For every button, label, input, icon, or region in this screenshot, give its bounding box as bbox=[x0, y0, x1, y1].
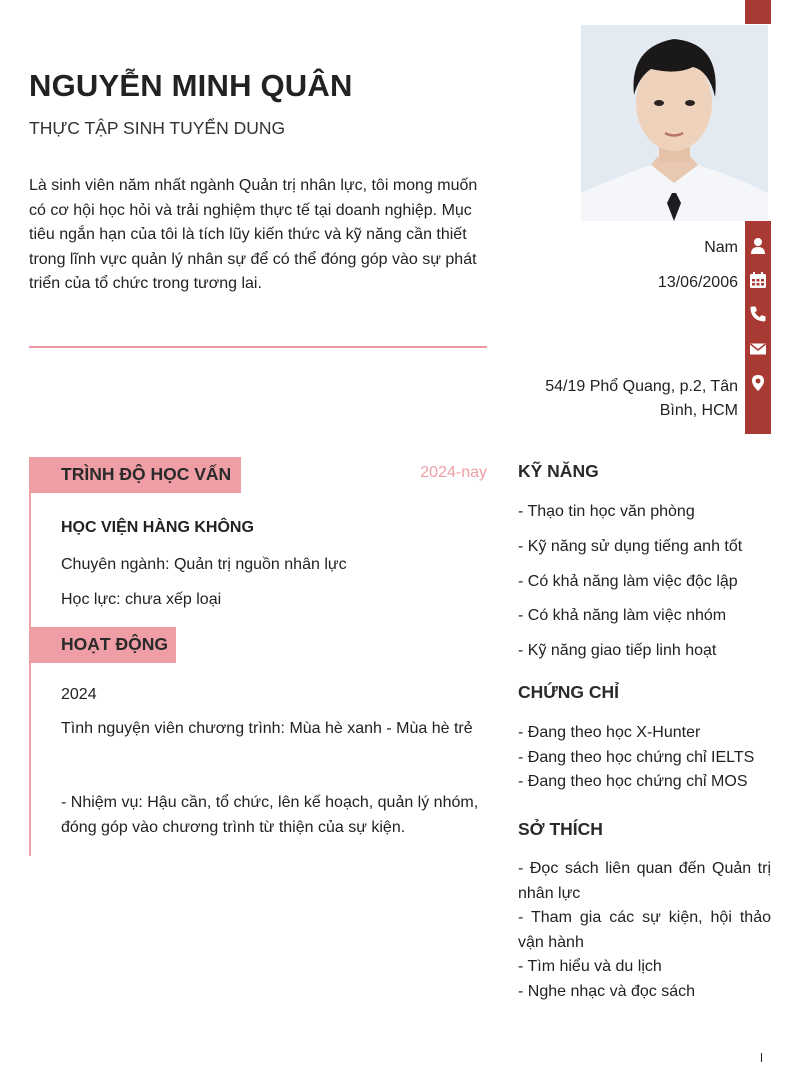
education-date: 2024-nay bbox=[420, 464, 487, 481]
birthday-value: 13/06/2006 bbox=[657, 274, 738, 291]
hobby-item: - Tham gia các sự kiện, hội thảo vận hành bbox=[518, 909, 771, 951]
certificate-item: - Đang theo học chứng chỉ IELTS bbox=[518, 749, 755, 766]
career-summary: Là sinh viên năm nhất ngành Quản trị nhân lực, tôi mong muốn có cơ hội học hỏi và trải nghiệm thực tế tại doanh nghiệp. Mục tiêu ngắn hạn của tôi là tích lũy kiến thức và kỹ năng cần thiết trong lĩnh vực quản lý nhân sự để có thể đóng góp vào sự phát triển của tổ chức trong tương lai. bbox=[29, 177, 478, 293]
skill-item: - Kỹ năng giao tiếp linh hoạt bbox=[518, 642, 717, 659]
person-icon bbox=[749, 237, 767, 255]
grade: Học lực: chưa xếp loại bbox=[61, 591, 222, 608]
certificate-item: - Đang theo học chứng chỉ MOS bbox=[518, 773, 748, 790]
skill-item: - Thạo tin học văn phòng bbox=[518, 503, 695, 520]
gender-value: Nam bbox=[704, 239, 738, 256]
email-icon bbox=[749, 340, 767, 358]
activity-year: 2024 bbox=[61, 686, 97, 703]
profile-photo bbox=[581, 25, 768, 221]
hobby-item: - Đọc sách liên quan đến Quản trị nhân lực bbox=[518, 860, 771, 902]
hobby-item: - Tìm hiểu và du lịch bbox=[518, 958, 662, 976]
hobbies-list bbox=[518, 857, 771, 1005]
activity-duty: - Nhiệm vụ: Hậu cần, tổ chức, lên kế hoạch, quản lý nhóm, đóng góp vào chương trình từ thiện của sự kiện. bbox=[61, 794, 479, 836]
activity-role: Tình nguyện viên chương trình: Mùa hè xanh - Mùa hè trẻ bbox=[61, 720, 473, 737]
skill-item: - Kỹ năng sử dụng tiếng anh tốt bbox=[518, 538, 743, 555]
activities-section-header bbox=[29, 627, 176, 663]
skills-heading: KỸ NĂNG bbox=[518, 461, 599, 481]
page-mark bbox=[761, 1053, 762, 1062]
location-icon bbox=[749, 374, 767, 392]
activities-heading: HOẠT ĐỘNG bbox=[61, 634, 168, 654]
job-title: THỰC TẬP SINH TUYỂN DUNG bbox=[29, 118, 286, 138]
address-value: 54/19 Phổ Quang, p.2, Tân Bình, HCM bbox=[545, 378, 738, 419]
calendar-icon bbox=[749, 271, 767, 289]
phone-icon bbox=[749, 305, 767, 323]
skill-item: - Có khả năng làm việc nhóm bbox=[518, 607, 727, 624]
top-accent-bar bbox=[745, 0, 771, 24]
hobby-item: - Nghe nhạc và đọc sách bbox=[518, 982, 695, 1000]
skill-item: - Có khả năng làm việc độc lập bbox=[518, 573, 738, 590]
education-heading: TRÌNH ĐỘ HỌC VẤN bbox=[61, 464, 232, 484]
certificate-item: - Đang theo học X-Hunter bbox=[518, 724, 701, 741]
left-accent-line bbox=[29, 492, 31, 856]
school-name: HỌC VIỆN HÀNG KHÔNG bbox=[61, 519, 254, 536]
hobbies-heading: SỞ THÍCH bbox=[518, 819, 603, 839]
certificates-heading: CHỨNG CHỈ bbox=[518, 682, 620, 702]
education-section-header bbox=[29, 457, 241, 493]
header-divider bbox=[29, 346, 487, 348]
major: Chuyên ngành: Quản trị nguồn nhân lực bbox=[61, 556, 347, 573]
candidate-name: NGUYỄN MINH QUÂN bbox=[29, 68, 353, 103]
